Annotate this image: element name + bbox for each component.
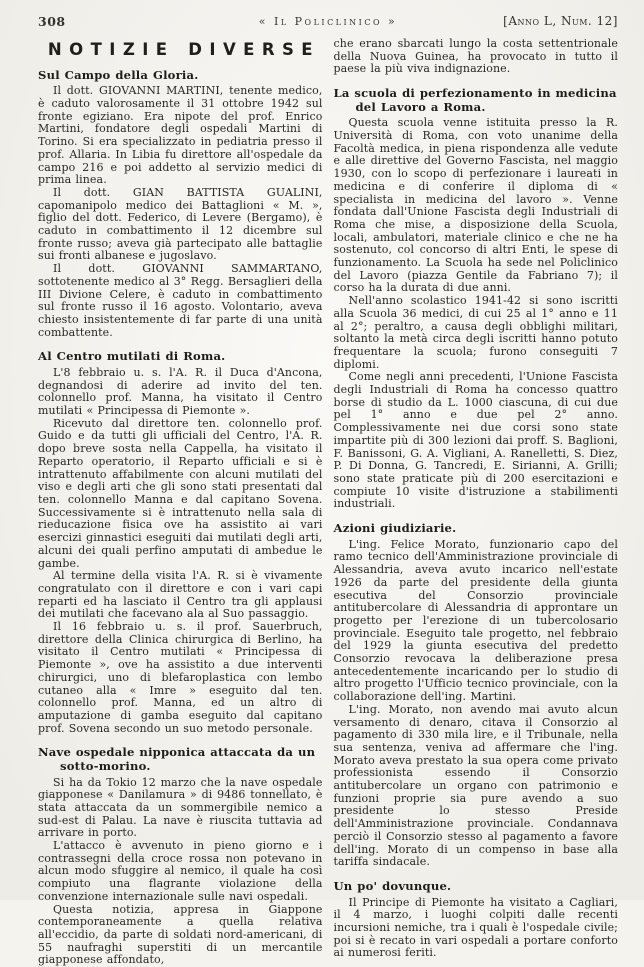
- article-sul-campo-della-gloria: [38, 69, 323, 340]
- article-heading: Un po' dovunque.: [333, 878, 452, 893]
- article-paragraph: L'attacco è avvenuto in pieno giorno e i contrassegni della croce rossa non potevano in alcun modo sfuggire al nemico, il quale ha così compiuto una flagrante violazione della convenzione internazionale sulle navi ospedali.: [38, 839, 323, 903]
- article-heading: Nave ospedale nipponica attaccata da un sotto-morino.: [38, 745, 316, 773]
- article-paragraph: L'ing. Morato, non avendo mai avuto alcun versamento di denaro, citava il Consorzio al pagamento di 330 mila lire, e il Tribunale, nella sua sentenza, veniva ad affermare che l'ing. Morato aveva prestato la sua opera come privato professionista essendo il Consorzio antitubercolare un organo con patrimonio e funzioni proprie sia pure avendo a suo presidente lo stesso Preside dell'Amministrazione provinciale. Condannava perciò il Consorzio stesso al pagamento a favore dell'ing. Morato di un compenso in base alla tariffa sindacale.: [333, 702, 618, 869]
- journal-title: « Il Policlinico »: [258, 15, 398, 28]
- article-paragraph: Il dott. GIOVANNI SAMMARTANO, sottotenente medico al 3° Regg. Bersaglieri della III Divione Celere, è caduto in combattimento sul fronte russo il 16 agosto. Volontario, aveva chiesto insistentemente di far parte di una unità combattente.: [38, 262, 323, 339]
- two-column-layout: [38, 36, 618, 967]
- article-paragraph: Si ha da Tokio 12 marzo che la nave ospedale giapponese « Danilamura » di 9486 tonnellato, è stata attaccata da un sommergibile nemico a sud-est di Palau. La nave è riuscita tuttavia ad arrivare in porto.: [38, 775, 323, 840]
- section-title: NOTIZIE DIVERSE: [47, 40, 320, 59]
- page-header: [38, 14, 618, 32]
- article-paragraph: Ricevuto dal direttore ten. colonnello prof. Guido e da tutti gli ufficiali del Centro, l'A. R. dopo breve sosta nella Cappella, ha visitato il Reparto operatorio, il Reparto ufficiali e si è intrattenuto affabilmente con alcuni mutilati del viso e degli arti che gli sono stati presentati dal ten. colonnello Manna e dal capitano Sovena. Successivamente si è intrattenuto nella sala di rieducazione fisica ove ha assistito ai vari esercizi ginnastici eseguiti dai mutilati degli arti, alcuni dei quali perfino amputati di ambedue le gambe.: [38, 416, 323, 570]
- page-number: 308: [38, 14, 66, 29]
- continuation-paragraph: che erano sbarcati lungo la costa settentrionale della Nuova Guinea, ha provocato in tutto il paese la più viva indignazione.: [333, 37, 618, 76]
- article-centro-mutilati: [38, 350, 323, 735]
- article-heading: La scuola di perfezionamento in medicina del Lavoro a Roma.: [333, 86, 617, 114]
- article-paragraph: L'8 febbraio u. s. l'A. R. il Duca d'Ancona, degnandosi di aderire ad invito del ten. colonnello prof. Manna, ha visitato il Centro mutilati « Principessa di Piemonte ».: [38, 365, 323, 418]
- article-paragraph: L'ing. Felice Morato, funzionario capo del ramo tecnico dell'Amministrazione provinciale di Alessandria, aveva avuto incarico nell'estate 1926 da parte del presidente della giunta esecutiva del Consorzio provinciale antitubercolare di Alessandria di approntare un progetto per l'erezione di un tubercolosario provinciale. Eseguito tale progetto, nel febbraio del 1929 la giunta esecutiva del predetto Consorzio revocava la deliberazione presa antecedentemente incaricando per lo studio di altro progetto l'Ufficio tecnico provinciale, con la collaborazione dell'ing. Martini.: [333, 537, 618, 704]
- article-paragraph: Il dott. GIAN BATTISTA GUALINI, capomanipolo medico dei Battaglioni « M. », figlio del dott. Federico, di Levere (Bergamo), è caduto in combattimento il 12 dicembre sul fronte russo; aveva già partecipato alle battaglie sui fronti albanese e jugoslavo.: [38, 185, 323, 263]
- article-paragraph: Come negli anni precedenti, l'Unione Fascista degli Industriali di Roma ha concesso quattro borse di studio da L. 1000 ciascuna, di cui due pel 1° anno e due pel 2° anno. Complessivamente nei due corsi sono state impartite più di 300 lezioni dai proff. S. Baglioni, F. Banissoni, G. A. Vigliani, A. Ranelletti, S. Diez, P. Di Donna, G. Tancredi, E. Sirianni, A. Grilli; sono state praticate più di 200 esercitazioni e compiute 10 visite d'istruzione a stabilimenti industriali.: [333, 370, 618, 511]
- article-paragraph: Al termine della visita l'A. R. si è vivamente congratulato con il direttore e con i vari capi reparti ed ha lasciato il Centro tra gli applausi dei mutilati che facevano ala al Suo passaggio.: [38, 569, 323, 621]
- article-paragraph: Questa scuola venne istituita presso la R. Università di Roma, con voto unanime della Facoltà medica, in piena rispondenza alle vedute e alle direttive del Governo Fascista, nel maggio 1930, con lo scopo di perfezionare i laureati in medicina e di conferire il diploma di « specialista in medicina del lavoro ». Venne fondata dall'Unione Fascista degli Industriali di Roma che mise, a disposizione della Scuola, locali, ambulatori, materiale clinico e che ne ha sostenuto, col concorso di altri Enti, le spese di funzionamento. La Scuola ha sede nel Policlinico del Lavoro (piazza Gentile da Fabriano 7); il corso ha la durata di due anni.: [333, 116, 618, 295]
- article-heading: Al Centro mutilati di Roma.: [38, 349, 226, 364]
- article-nave-ospedale: [38, 746, 323, 967]
- article-paragraph: Questa notizia, appresa in Giappone contemporaneamente a quella relativa all'eccidio, da parte di soldati nord-americani, di 55 naufraghi superstiti di un mercantile giapponese affondato,: [38, 902, 323, 967]
- article-paragraph: Il 16 febbraio u. s. il prof. Sauerbruch, direttore della Clinica chirurgica di Berlino, ha visitato il Centro mutilati « Principessa di Piemonte », ove ha assistito a due interventi chirurgici, uno di blefaroplastica con lembo cutaneo alla « Imre » eseguito dal ten. colonnello prof. Manna, ed un altro di amputazione di gamba eseguito dal capitano prof. Sovena secondo un suo metodo personale.: [38, 620, 323, 735]
- issue-info: [Anno L, Num. 12]: [503, 14, 618, 28]
- article-un-po-dovunque: [334, 880, 619, 960]
- article-paragraph: Il Principe di Piemonte ha visitato a Cagliari, il 4 marzo, i luoghi colpiti dalle recenti incursioni nemiche, tra i quali è l'ospedale civile; poi si è recato in vari ospedali a portare conforto ai numerosi feriti.: [333, 895, 618, 960]
- article-paragraph: Nell'anno scolastico 1941-42 si sono iscritti alla Scuola 36 medici, di cui 25 al 1° anno e 11 al 2°; peraltro, a causa degli obblighi militari, soltanto la metà circa degli iscritti hanno potuto frequentare la scuola; furono conseguiti 7 diplomi.: [333, 294, 618, 371]
- article-heading: Azioni giudiziarie.: [333, 521, 457, 536]
- article-azioni-giudiziarie: [334, 522, 619, 869]
- article-paragraph: Il dott. GIOVANNI MARTINI, tenente medico, è caduto valorosamente il 31 ottobre 1942 sul fronte egiziano. Era nipote del prof. Enrico Martini, fondatore degli ospedali Martini di Torino. Si era specializzato in pediatria presso il prof. Allaria. In Libia fu direttore all'ospedale da campo 216 e poi addetto al servizio medici di prima linea.: [38, 84, 323, 187]
- right-column: [334, 36, 619, 967]
- left-column: [38, 36, 323, 967]
- article-heading: Sul Campo della Gloria.: [38, 67, 199, 82]
- article-scuola-perfezionamento: [334, 87, 619, 511]
